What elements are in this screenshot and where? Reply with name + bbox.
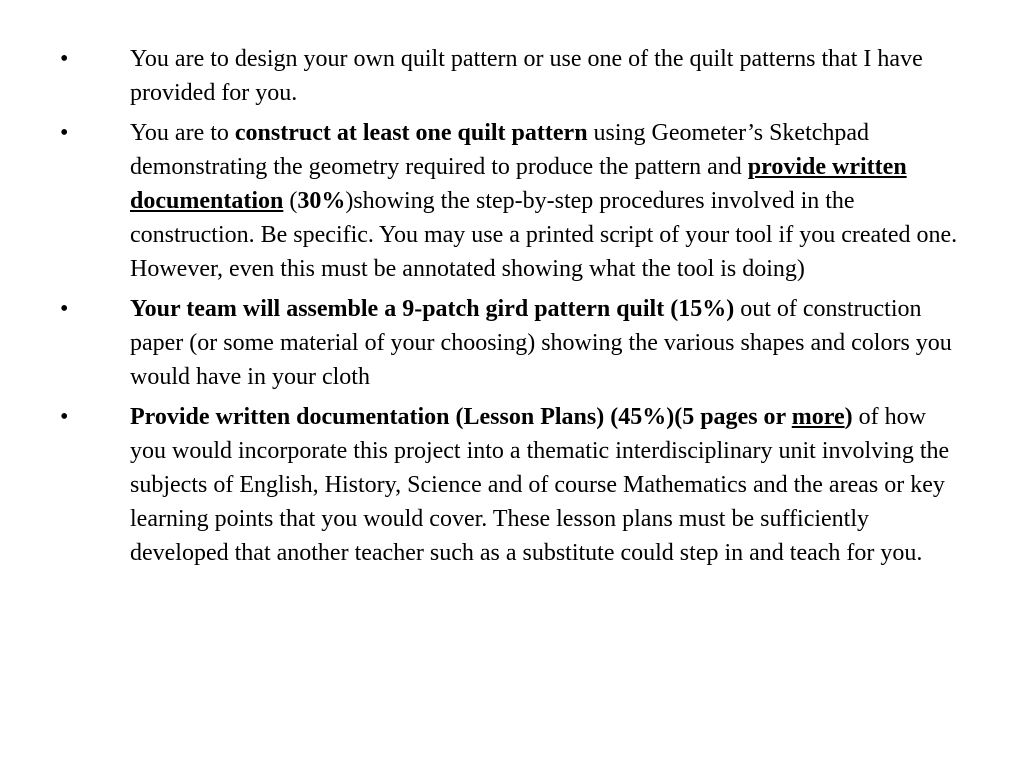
bullet-item-lesson-plans <box>60 400 960 570</box>
text-segment: out of construction paper (or some material of your choosing) showing the various shapes and colors you would have in your cloth <box>130 296 952 390</box>
bullet-marker: • <box>60 404 69 430</box>
bullet-item-design-pattern <box>60 42 960 110</box>
bullet-marker: • <box>60 120 69 146</box>
text-segment: of how you would incorporate this project into a thematic interdisciplinary unit involving the subjects of English, History, Science and of course Mathematics and the areas or key learning points that you would cover. These lesson plans must be sufficiently developed that another teacher such as a substitute could step in and teach for you. <box>130 404 950 566</box>
emphasis-written-documentation: provide written documentation <box>130 154 907 214</box>
text-segment: )showing the step-by-step procedures involved in the construction. Be specific. You may use a printed script of your tool if you created one. However, even this must be annotated showing what the tool is doing) <box>130 188 958 282</box>
text-segment: You are to <box>130 120 235 146</box>
text-segment: ( <box>283 188 298 214</box>
text-segment: using Geometer’s Sketchpad demonstrating the geometry required to produce the pattern and <box>130 120 870 180</box>
bullet-list <box>60 42 960 576</box>
emphasis-weight-30: 30% <box>297 188 346 214</box>
bullet-item-construct-pattern <box>60 116 960 286</box>
emphasis-assemble-quilt: Your team will assemble a 9-patch gird pattern quilt (15%) <box>130 296 735 322</box>
bullet-item-assemble-quilt <box>60 292 960 394</box>
emphasis-lesson-plans: Provide written documentation (Lesson Plans) (45%)(5 pages or <box>130 404 792 430</box>
bullet-marker: • <box>60 296 69 322</box>
text-segment: You are to design your own quilt pattern or use one of the quilt patterns that I have provided for you. <box>130 46 923 106</box>
bullet-marker: • <box>60 46 69 72</box>
emphasis-close-paren: ) <box>844 404 853 430</box>
emphasis-construct-pattern: construct at least one quilt pattern <box>234 120 588 146</box>
emphasis-more: more <box>791 404 845 430</box>
